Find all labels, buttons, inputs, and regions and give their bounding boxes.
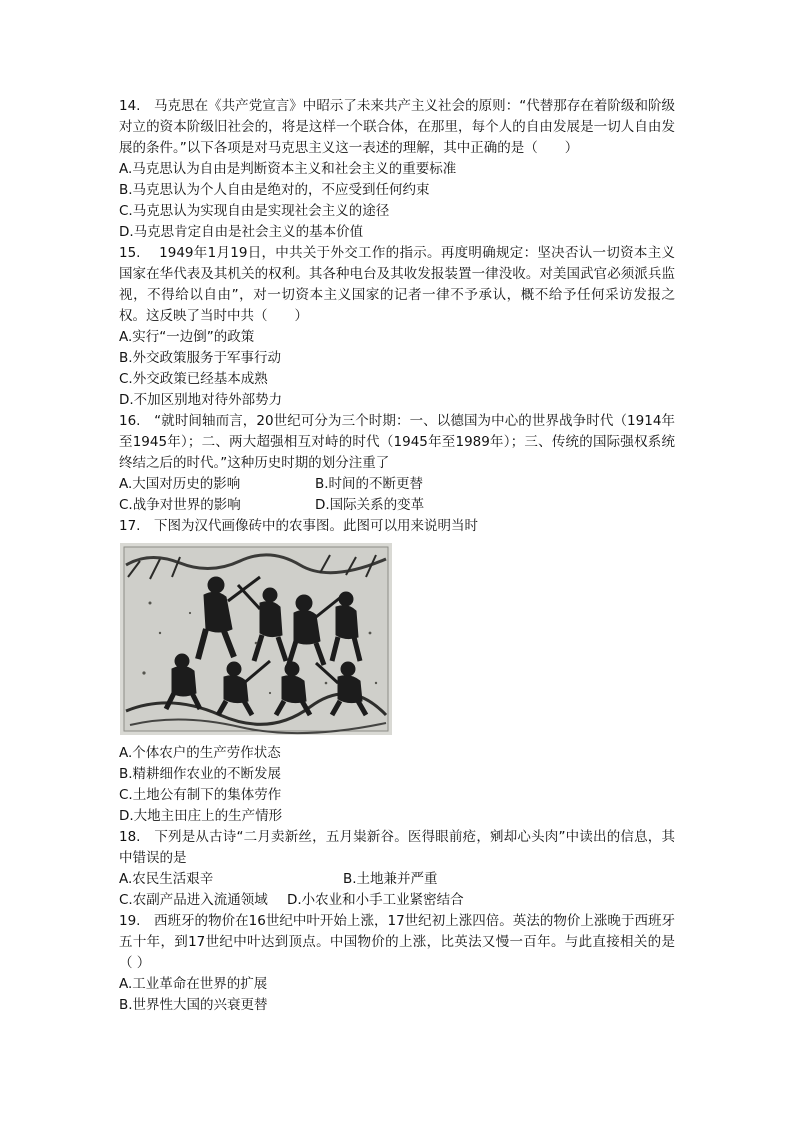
question-15-option-d: D.不加区别地对待外部势力 bbox=[119, 392, 283, 408]
question-18-stem: 18. 下列是从古诗“二月卖新丝，五月粜新谷。医得眼前疮，剜却心头肉”中读出的信息，其中错误的是 bbox=[119, 829, 675, 866]
question-14-option-c: C.马克思认为实现自由是实现社会主义的途径 bbox=[119, 203, 390, 219]
question-15-option-a: A.实行“一边倒”的政策 bbox=[119, 329, 255, 345]
question-18-option-d: D.小农业和小手工业紧密结合 bbox=[287, 892, 464, 908]
question-19-option-a: A.工业革命在世界的扩展 bbox=[119, 976, 268, 992]
question-17-stem: 17. 下图为汉代画像砖中的农事图。此图可以用来说明当时 bbox=[119, 518, 478, 534]
question-16-options-row-1 bbox=[119, 474, 675, 495]
question-17-option-a: A.个体农户的生产劳作状态 bbox=[119, 745, 281, 761]
question-18-option-b: B.土地兼并严重 bbox=[343, 871, 438, 887]
question-17-option-d: D.大地主田庄上的生产情形 bbox=[119, 808, 283, 824]
exam-page bbox=[119, 96, 675, 1016]
question-18-option-a: A.农民生活艰辛 bbox=[119, 871, 214, 887]
question-19-option-b: B.世界性大国的兴衰更替 bbox=[119, 997, 268, 1013]
han-brick-farming-image bbox=[120, 543, 392, 735]
question-16-option-a: A.大国对历史的影响 bbox=[119, 476, 241, 492]
question-18-options-row-1 bbox=[119, 869, 675, 890]
question-14-option-b: B.马克思认为个人自由是绝对的，不应受到任何约束 bbox=[119, 182, 430, 198]
question-16-option-c: C.战争对世界的影响 bbox=[119, 497, 241, 513]
question-14-option-a: A.马克思认为自由是判断资本主义和社会主义的重要标准 bbox=[119, 161, 457, 177]
question-16-option-b: B.时间的不断更替 bbox=[315, 476, 424, 492]
question-16-option-d: D.国际关系的变革 bbox=[315, 497, 425, 513]
question-16-stem: 16. “就时间轴而言，20世纪可分为三个时期：一、以德国为中心的世界战争时代（1914年至1945年）；二、两大超强相互对峙的时代（1945年至1989年）；三、传统的国际强权系统终结之后的时代。”这种历史时期的划分注重了 bbox=[119, 413, 675, 471]
question-17-option-b: B.精耕细作农业的不断发展 bbox=[119, 766, 282, 782]
question-15-stem: 15. 1949年1月19日，中共关于外交工作的指示。再度明确规定：坚决否认一切资本主义国家在华代表及其机关的权利。其各种电台及其收发报装置一律没收。对美国武官必须派兵监视，不得给以自由”，对一切资本主义国家的记者一律不予承认，概不给予任何采访发报之权。这反映了当时中共（ ） bbox=[119, 245, 675, 324]
question-14-stem: 14. 马克思在《共产党宣言》中昭示了未来共产主义社会的原则：“代替那存在着阶级和阶级对立的资本阶级旧社会的，将是这样一个联合体，在那里，每个人的自由发展是一切人自由发展的条件。”以下各项是对马克思主义这一表述的理解，其中正确的是（ ） bbox=[119, 98, 675, 156]
question-16-options-row-2 bbox=[119, 495, 675, 516]
question-15-option-b: B.外交政策服务于军事行动 bbox=[119, 350, 282, 366]
question-17-option-c: C.土地公有制下的集体劳作 bbox=[119, 787, 282, 803]
question-18-options-row-2 bbox=[119, 890, 675, 911]
question-15-option-c: C.外交政策已经基本成熟 bbox=[119, 371, 268, 387]
question-19-stem: 19. 西班牙的物价在16世纪中叶开始上涨，17世纪初上涨四倍。英法的物价上涨晚于西班牙五十年，到17世纪中叶达到顶点。中国物价的上涨，比英法又慢一百年。与此直接相关的是（ ） bbox=[119, 913, 675, 971]
question-18-option-c: C.农副产品进入流通领域 bbox=[119, 892, 268, 908]
question-14-option-d: D.马克思肯定自由是社会主义的基本价值 bbox=[119, 224, 364, 240]
